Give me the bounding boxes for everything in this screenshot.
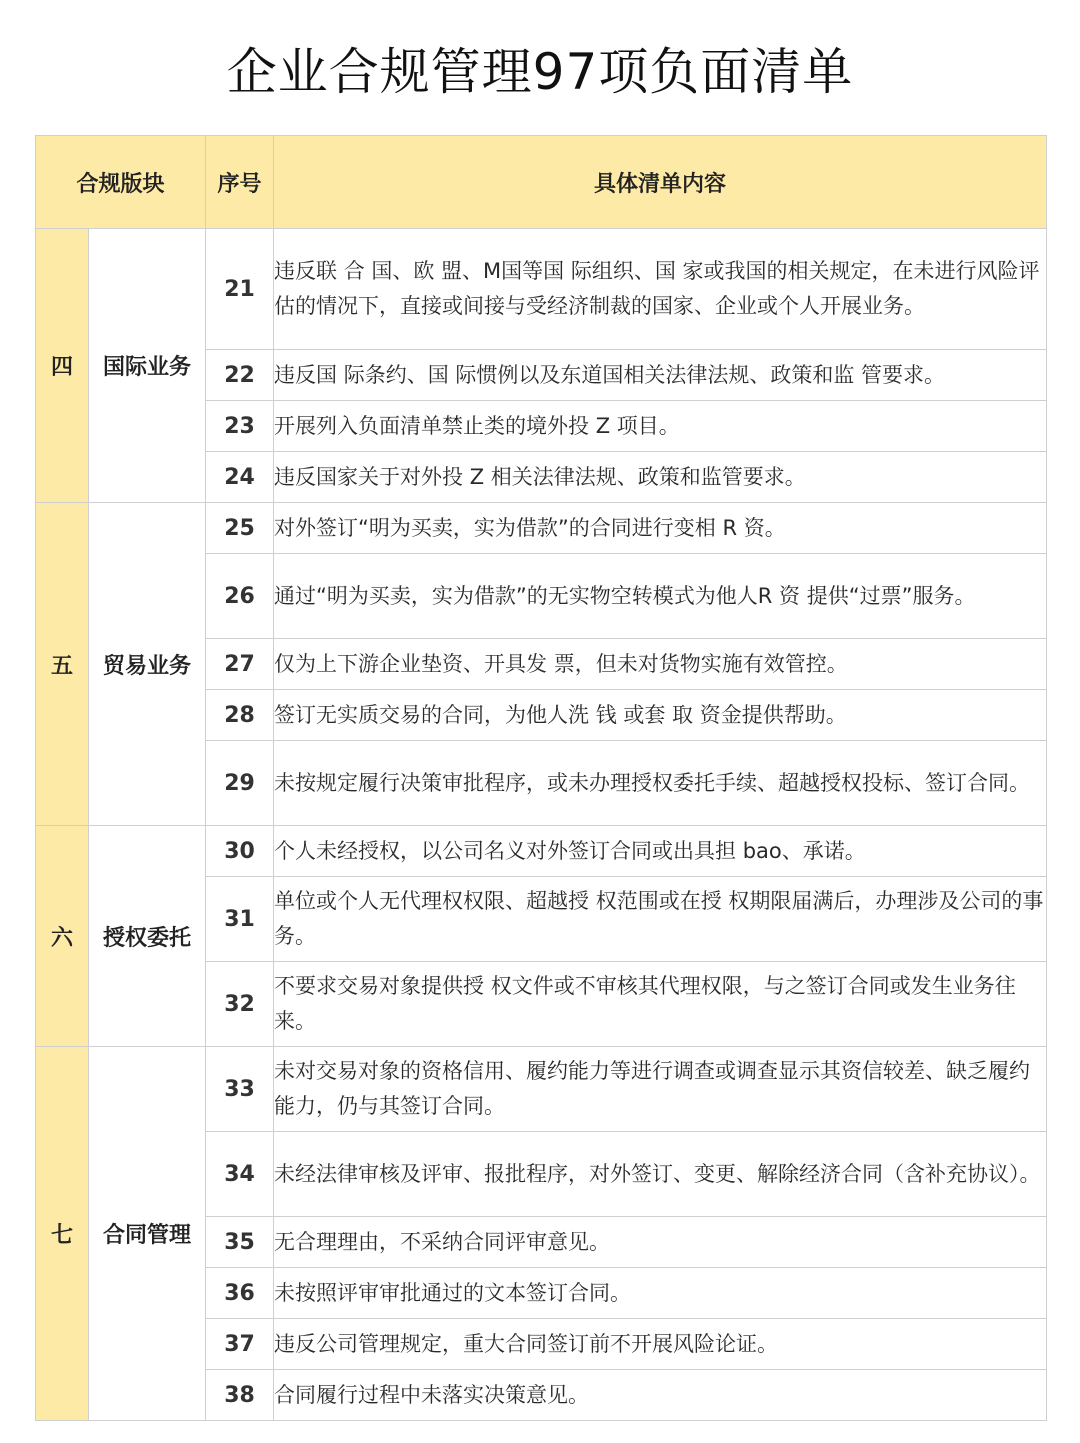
table-header-row: [36, 136, 1047, 229]
section-name: 贸易业务: [89, 503, 206, 826]
item-number: 26: [206, 554, 274, 639]
item-content: 违反公司管理规定，重大合同签订前不开展风险论证。: [274, 1319, 1047, 1370]
item-content: 违反联 合 国、欧 盟、M国等国 际组织、国 家或我国的相关规定，在未进行风险评估的情况下，直接或间接与受经济制裁的国家、企业或个人开展业务。: [274, 229, 1047, 350]
item-content: 通过“明为买卖，实为借款”的无实物空转模式为他人R 资 提供“过票”服务。: [274, 554, 1047, 639]
item-number: 30: [206, 826, 274, 877]
section-number: 七: [36, 1047, 89, 1421]
item-content: 违反国 际条约、国 际惯例以及东道国相关法律法规、政策和监 管要求。: [274, 350, 1047, 401]
item-content: 个人未经授权，以公司名义对外签订合同或出具担 bao、承诺。: [274, 826, 1047, 877]
item-number: 27: [206, 639, 274, 690]
item-number: 38: [206, 1370, 274, 1421]
section-number: 六: [36, 826, 89, 1047]
item-number: 31: [206, 877, 274, 962]
section-name: 合同管理: [89, 1047, 206, 1421]
compliance-table: [35, 135, 1047, 1421]
item-content: 开展列入负面清单禁止类的境外投 Z 项目。: [274, 401, 1047, 452]
section-number: 五: [36, 503, 89, 826]
item-content: 未经法律审核及评审、报批程序，对外签订、变更、解除经济合同（含补充协议）。: [274, 1132, 1047, 1217]
table-row: [36, 826, 1047, 877]
item-content: 不要求交易对象提供授 权文件或不审核其代理权限，与之签订合同或发生业务往来。: [274, 962, 1047, 1047]
section-name: 国际业务: [89, 229, 206, 503]
item-number: 36: [206, 1268, 274, 1319]
item-content: 未对交易对象的资格信用、履约能力等进行调查或调查显示其资信较差、缺乏履约能力，仍与其签订合同。: [274, 1047, 1047, 1132]
item-content: 单位或个人无代理权权限、超越授 权范围或在授 权期限届满后，办理涉及公司的事务。: [274, 877, 1047, 962]
section-name: 授权委托: [89, 826, 206, 1047]
header-number: 序号: [206, 136, 274, 229]
item-number: 32: [206, 962, 274, 1047]
item-content: 对外签订“明为买卖，实为借款”的合同进行变相 R 资。: [274, 503, 1047, 554]
item-number: 34: [206, 1132, 274, 1217]
item-number: 29: [206, 741, 274, 826]
item-number: 24: [206, 452, 274, 503]
header-content: 具体清单内容: [274, 136, 1047, 229]
item-content: 违反国家关于对外投 Z 相关法律法规、政策和监管要求。: [274, 452, 1047, 503]
item-content: 合同履行过程中未落实决策意见。: [274, 1370, 1047, 1421]
table-row: [36, 503, 1047, 554]
item-content: 无合理理由，不采纳合同评审意见。: [274, 1217, 1047, 1268]
item-number: 21: [206, 229, 274, 350]
page-title: 企业合规管理97项负面清单: [226, 43, 854, 101]
item-content: 未按照评审审批通过的文本签订合同。: [274, 1268, 1047, 1319]
item-number: 28: [206, 690, 274, 741]
item-content: 签订无实质交易的合同，为他人洗 钱 或套 取 资金提供帮助。: [274, 690, 1047, 741]
table-row: [36, 229, 1047, 350]
item-number: 35: [206, 1217, 274, 1268]
item-content: 仅为上下游企业垫资、开具发 票，但未对货物实施有效管控。: [274, 639, 1047, 690]
table-row: [36, 1047, 1047, 1132]
item-number: 25: [206, 503, 274, 554]
header-section: 合规版块: [36, 136, 206, 229]
item-number: 37: [206, 1319, 274, 1370]
item-number: 22: [206, 350, 274, 401]
item-number: 33: [206, 1047, 274, 1132]
section-number: 四: [36, 229, 89, 503]
item-number: 23: [206, 401, 274, 452]
item-content: 未按规定履行决策审批程序，或未办理授权委托手续、超越授权投标、签订合同。: [274, 741, 1047, 826]
